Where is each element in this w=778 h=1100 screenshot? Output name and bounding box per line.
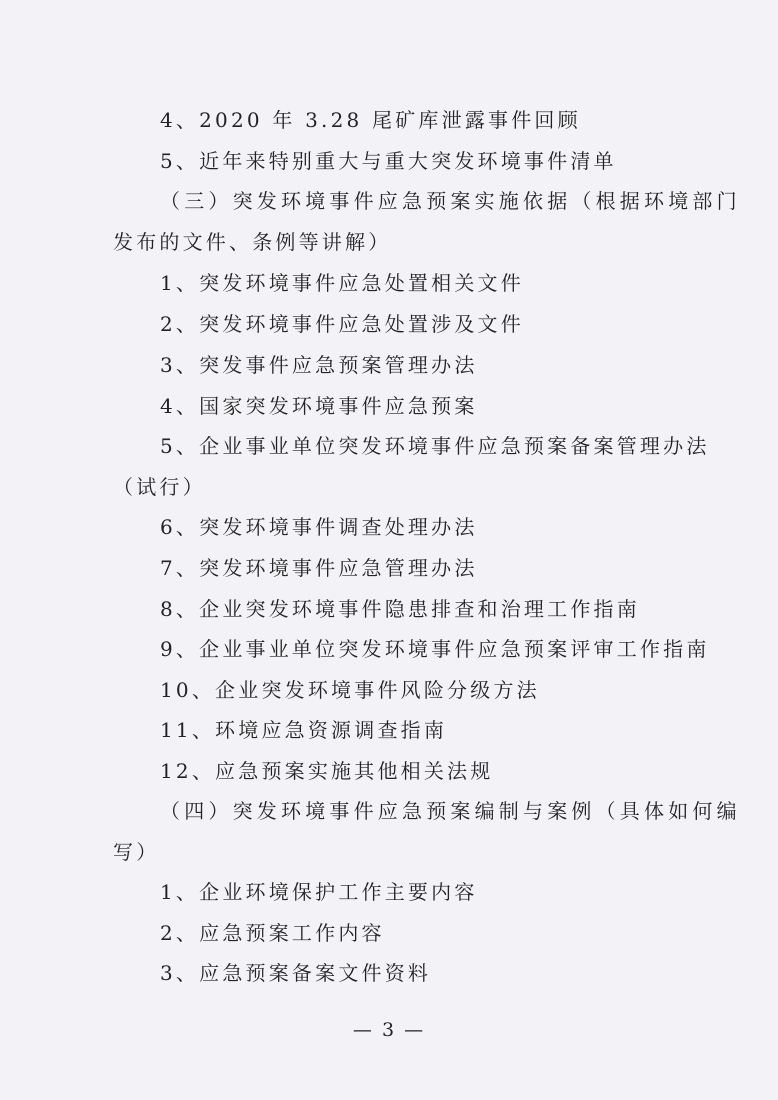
text-line: 12、应急预案实施其他相关法规 [160,759,494,783]
text-line: 1、突发环境事件应急处置相关文件 [160,271,524,295]
text-line: 发布的文件、条例等讲解） [113,230,392,254]
text-line: 2、应急预案工作内容 [160,921,385,945]
text-line: 5、企业事业单位突发环境事件应急预案备案管理办法 [160,434,710,458]
section-heading: （三）突发环境事件应急预案实施依据（根据环境部门 [160,189,741,213]
text-line: 10、企业突发环境事件风险分级方法 [160,678,540,702]
text-line: 3、突发事件应急预案管理办法 [160,353,478,377]
text-line: 4、国家突发环境事件应急预案 [160,394,478,418]
page-number: — 3 — [352,1019,426,1041]
text-line: 2、突发环境事件应急处置涉及文件 [160,312,524,336]
section-heading: （四）突发环境事件应急预案编制与案例（具体如何编 [160,799,741,823]
text-line: （试行） [113,475,206,499]
text-line: 7、突发环境事件应急管理办法 [160,556,478,580]
text-line: 9、企业事业单位突发环境事件应急预案评审工作指南 [160,637,710,661]
text-line: 1、企业环境保护工作主要内容 [160,880,478,904]
text-line: 3、应急预案备案文件资料 [160,961,432,985]
text-line: 4、2020 年 3.28 尾矿库泄露事件回顾 [160,108,581,132]
text-line: 11、环境应急资源调查指南 [160,718,448,742]
text-line: 6、突发环境事件调查处理办法 [160,515,478,539]
text-line: 写） [113,840,160,864]
text-line: 5、近年来特别重大与重大突发环境事件清单 [160,149,617,173]
text-line: 8、企业突发环境事件隐患排查和治理工作指南 [160,597,640,621]
